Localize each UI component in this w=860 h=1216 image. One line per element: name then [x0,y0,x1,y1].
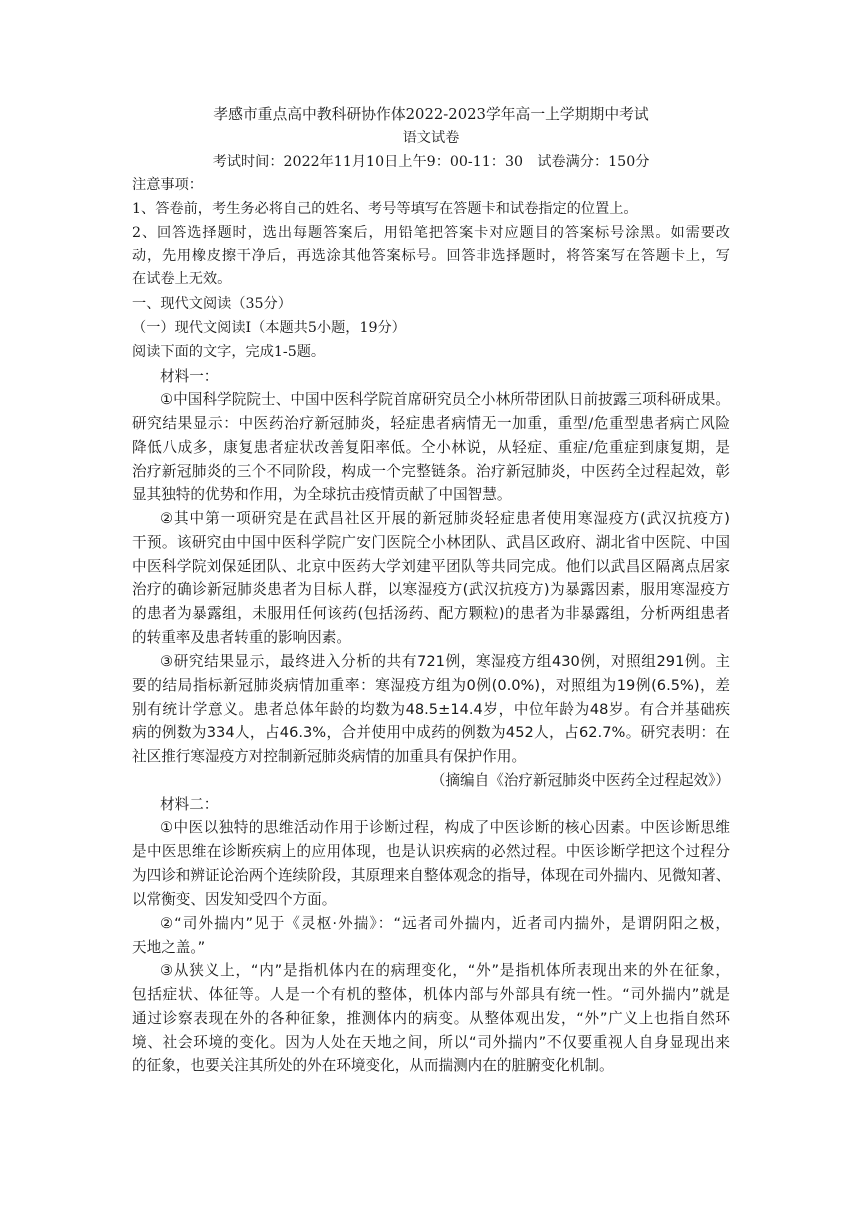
material-1-paragraph-2-line: 干预。该研究由中国中医科学院广安门医院仝小林团队、武昌区政府、湖北省中医院、中国 [132,534,730,551]
section-heading: 一、现代文阅读（35分） [132,296,292,312]
material-1-paragraph-3-line: 别有统计学意义。患者总体年龄的均数为48.5±14.4岁，中位年龄为48岁。有合并基础疾 [132,701,730,718]
material-1-paragraph-2-line: 治疗的确诊新冠肺炎患者为目标人群，以寒湿疫方(武汉抗疫方)为暴露因素，服用寒湿疫方 [132,581,730,598]
material-1-label: 材料一： [160,368,219,385]
material-2-label: 材料二： [160,796,219,813]
material-1-paragraph-1-line: 治疗新冠肺炎的三个不同阶段，构成一个完整链条。治疗新冠肺炎，中医药全过程起效，彰 [132,463,730,480]
material-1-paragraph-3-line: ③研究结果显示，最终进入分析的共有721例，寒湿疫方组430例，对照组291例。主 [160,653,730,670]
material-2-paragraph-1-line: ①中医以独特的思维活动作用于诊断过程，构成了中医诊断的核心因素。中医诊断思维 [160,819,730,836]
notice-item-1: 1、答卷前，考生务必将自己的姓名、考号等填写在答题卡和试卷指定的位置上。 [132,201,638,217]
material-1-paragraph-1-line: 降低八成多，康复患者症状改善复阳率低。仝小林说，从轻症、重症/危重症到康复期，是 [132,439,730,456]
material-2-paragraph-3-line: 包括症状、体征等。人是一个有机的整体，机体内部与外部具有统一性。“司外揣内”就是 [132,986,730,1003]
material-2-paragraph-3-line: ③从狭义上，“内”是指机体内在的病理变化，“外”是指机体所表现出来的外在征象， [160,962,730,979]
exam-subject: 语文试卷 [402,130,460,146]
notice-item-2-line: 动，先用橡皮擦干净后，再选涂其他答案标号。回答非选择题时，将答案写在答题卡上，写 [132,248,730,264]
material-1-paragraph-3-line: 病的例数为334人，占46.3%，合并使用中成药的例数为452人，占62.7%。研究表明：在 [132,724,730,741]
material-2-paragraph-1-line: 是中医思维在诊断疾病上的应用体现，也是认识疾病的必然过程。中医诊断学把这个过程分 [132,843,730,860]
material-1-paragraph-2-line: ②其中第一项研究是在武昌社区开展的新冠肺炎轻症患者使用寒湿疫方(武汉抗疫方) [160,510,730,527]
material-1-paragraph-3-line: 要的结局指标新冠肺炎病情加重率：寒湿疫方组为0例(0.0%)，对照组为19例(6.5%)，差 [132,677,730,694]
material-1-paragraph-2-line: 中医科学院刘保延团队、北京中医药大学刘建平团队等共同完成。他们以武昌区隔离点居家 [132,558,730,575]
material-1-paragraph-1-line: 显其独特的优势和作用，为全球抗击疫情贡献了中国智慧。 [132,486,512,503]
material-1-paragraph-1-line: ①中国科学院院士、中国中医科学院首席研究员仝小林所带团队日前披露三项科研成果。 [160,391,730,408]
material-2-paragraph-3-line: 的征象，也要关注其所处的外在环境变化，从而揣测内在的脏腑变化机制。 [132,1057,614,1074]
section-subheading: （一）现代文阅读Ⅰ（本题共5小题，19分） [132,320,406,336]
section-instruction: 阅读下面的文字，完成1-5题。 [132,344,326,360]
notice-heading: 注意事项： [132,177,203,193]
material-2-paragraph-2-line: ②“司外揣内”见于《灵枢·外揣》：“远者司外揣内，近者司内揣外，是谓阴阳之极， [160,915,730,932]
material-1-paragraph-2-line: 的转重率及患者转重的影响因素。 [132,629,351,646]
material-1-paragraph-1-line: 研究结果显示：中医药治疗新冠肺炎，轻症患者病情无一加重，重型/危重型患者病亡风险 [132,415,730,432]
material-2-paragraph-2-line: 天地之盖。” [132,939,206,956]
material-2-paragraph-3-line: 境、社会环境的变化。因为人处在天地之间，所以“司外揣内”不仅要重视人自身显现出来 [132,1034,730,1051]
material-1-source: （摘编自《治疗新冠肺炎中医药全过程起效》） [430,772,730,789]
material-1-paragraph-2-line: 的患者为暴露组，未服用任何该药(包括汤药、配方颗粒)的患者为非暴露组，分析两组患者 [132,605,730,622]
material-1-paragraph-3-line: 社区推行寒湿疫方对控制新冠肺炎病情的加重具有保护作用。 [132,748,527,765]
notice-item-2-line: 2、回答选择题时，选出每题答案后，用铅笔把答案卡对应题目的答案标号涂黑。如需要改 [132,225,730,241]
exam-info: 考试时间：2022年11月10日上午9：00-11：30 试卷满分：150分 [212,154,650,170]
material-2-paragraph-1-line: 以常衡变、因发知受四个方面。 [132,891,337,908]
notice-item-2-line: 在试卷上无效。 [132,271,232,287]
exam-title: 孝感市重点高中教科研协作体2022-2023学年高一上学期期中考试 [213,106,649,123]
material-2-paragraph-1-line: 为四诊和辨证论治两个连续阶段，其原理来自整体观念的指导，体现在司外揣内、见微知著、 [132,867,731,884]
material-2-paragraph-3-line: 通过诊察表现在外的各种征象，推测体内的病变。从整体观出发，“外”广义上也指自然环 [132,1010,730,1027]
